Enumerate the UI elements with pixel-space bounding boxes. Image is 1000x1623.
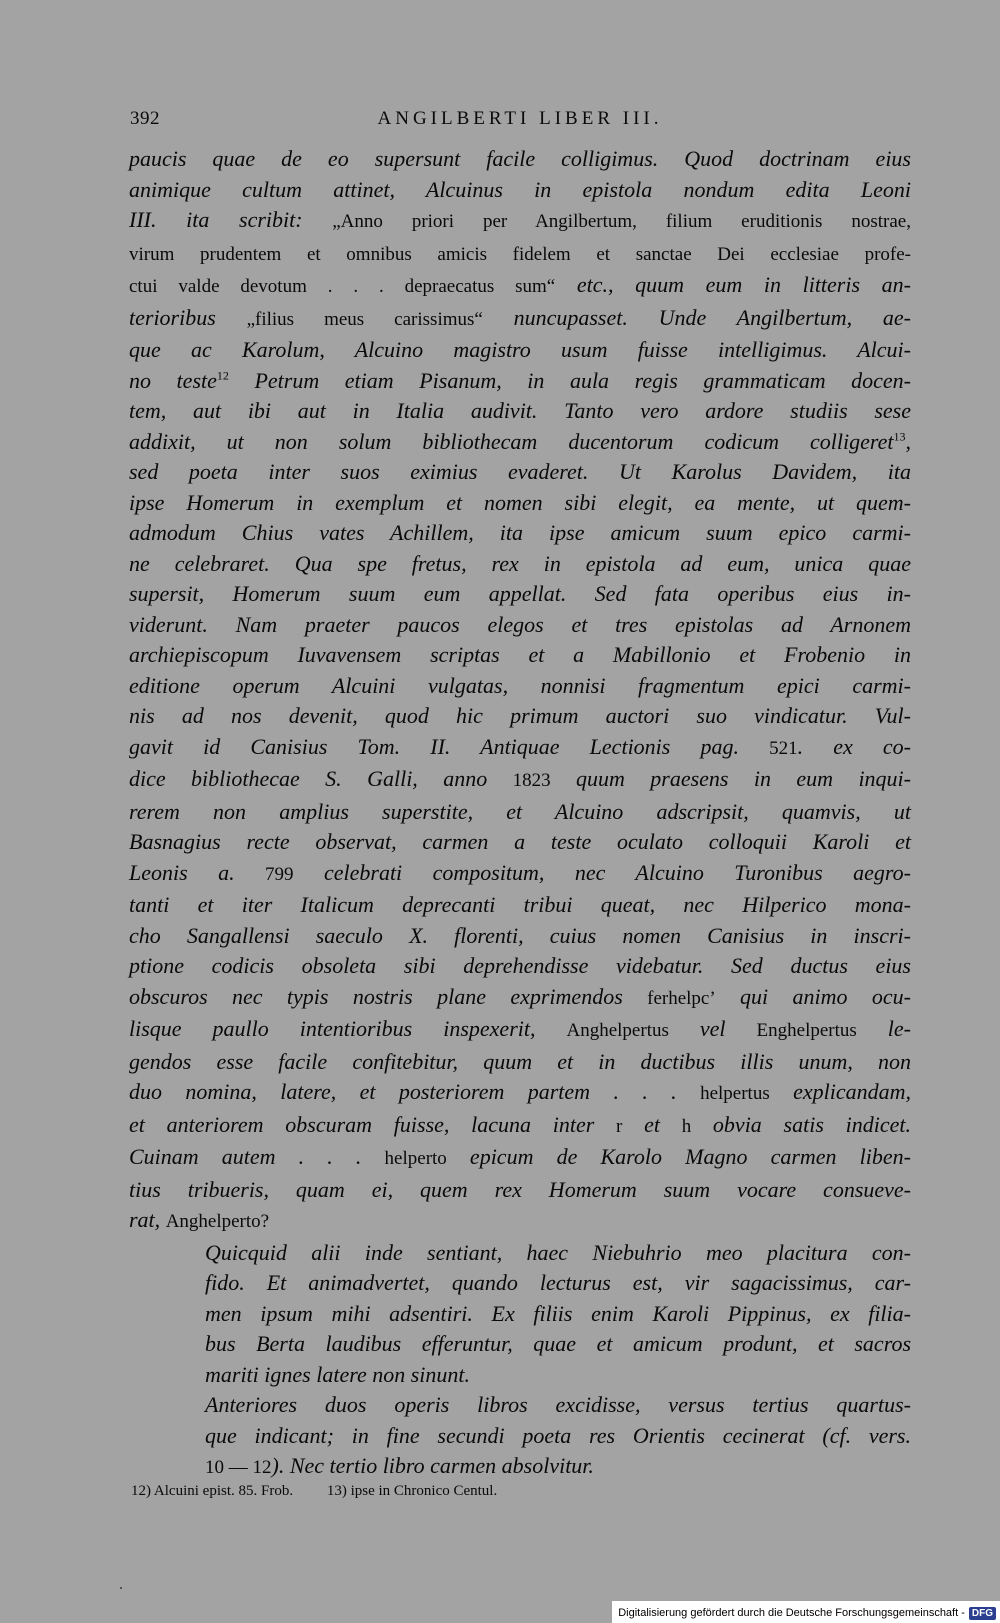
text-line: bus Berta laudibus efferuntur, quae et amicum produnt, et sacros	[205, 1331, 911, 1356]
text-line: lisque paullo intentioribus inspexerit, Anghelpertus vel Enghelpertus le-	[129, 1016, 912, 1041]
footnote-12: 12) Alcuini epist. 85. Frob.	[131, 1483, 294, 1499]
upright-text: Anghelpertus	[566, 1020, 669, 1041]
upright-text: ctui valde devotum . . . depraecatus sum“	[129, 276, 556, 297]
page-number: 392	[130, 108, 160, 129]
text-line: obscuros nec typis nostris plane exprimendos ferhelpc’ qui animo ocu-	[129, 983, 911, 1009]
text-line: rerem non amplius superstite, et Alcuino adscripsit, quamvis, ut	[129, 798, 911, 824]
text-line: fido. Et animadvertet, quando lecturus est, vir sagacissimus, car-	[205, 1270, 911, 1295]
footnotes	[131, 1483, 911, 1500]
text-line: duo nomina, latere, et posteriorem partem . . . helpertus explicandam,	[129, 1079, 911, 1104]
text-line: terioribus „filius meus carissimus“ nuncupasset. Unde Angilbertum, ae-	[129, 304, 911, 330]
text-line: cho Sangallensi saeculo X. florenti, cuius nomen Canisius in inscri-	[129, 922, 911, 948]
body-text	[129, 144, 911, 1484]
text-line: supersit, Homerum suum eum appellat. Sed fata operibus eius in-	[129, 581, 911, 606]
text-line: no teste$^{12}$ Petrum etiam Pisanum, in aula regis grammaticam docen-	[129, 367, 911, 393]
upright-text: helperto	[384, 1148, 447, 1169]
footnote-ref: 12	[216, 368, 229, 383]
text-line: gendos esse facile confitebitur, quum et in ductibus illis unum, non	[129, 1048, 911, 1074]
footnote-ref: 13	[893, 429, 906, 444]
text-line: rat, Anghelperto?	[129, 1207, 270, 1232]
upright-text: 521	[769, 737, 798, 759]
text-line: Anteriores duos operis libros excidisse, versus tertius quartus-	[205, 1392, 911, 1417]
text-line: Leonis a. 799 celebrati compositum, nec Alcuino Turonibus aegro-	[129, 859, 911, 885]
text-line: nis ad nos devenit, quod hic primum auctori suo vindicatur. Vul-	[129, 703, 911, 728]
upright-text: 1823	[512, 770, 551, 791]
credit-text: Digitalisierung gefördert durch die Deutsche Forschungsgemeinschaft -	[618, 1607, 965, 1619]
text-line: 10 — 12). Nec tertio libro carmen absolvitur.	[205, 1453, 594, 1478]
text-line: et anteriorem obscuram fuisse, lacuna inter r et h obvia satis indicet.	[129, 1111, 911, 1137]
text-line: men ipsum mihi adsentiri. Ex filiis enim Karoli Pippinus, ex filia-	[205, 1300, 911, 1326]
text-line: III. ita scribit: „Anno priori per Angilbertum, filium eruditionis nostrae,	[129, 207, 911, 232]
text-line: admodum Chius vates Achillem, ita ipse amicum suum epico carmi-	[129, 520, 911, 545]
text-line: Cuinam autem . . . helperto epicum de Karolo Magno carmen liben-	[129, 1144, 911, 1169]
text-line: que indicant; in fine secundi poeta res Orientis cecinerat (cf. vers.	[205, 1422, 911, 1448]
text-line: tius tribueris, quam ei, quem rex Homerum suum vocare consueve-	[129, 1176, 911, 1202]
text-line	[129, 238, 911, 271]
text-line: sed poeta inter suos eximius evaderet. Ut Karolus Davidem, ita	[129, 459, 911, 484]
text-line: archiepiscopum Iuvavensem scriptas et a Mabillonio et Frobenio in	[129, 642, 911, 667]
text-line: dice bibliothecae S. Galli, anno 1823 quum praesens in eum inqui-	[129, 766, 911, 791]
text-line: tanti et iter Italicum deprecanti tribui queat, nec Hilperico mona-	[129, 892, 911, 917]
page-header	[130, 108, 910, 132]
text-line: animique cultum attinet, Alcuinus in epistola nondum edita Leoni	[129, 176, 911, 202]
text-line: ptione codicis obsoleta sibi deprehendisse videbatur. Sed ductus eius	[129, 953, 911, 978]
text-line: que ac Karolum, Alcuino magistro usum fuisse intelligimus. Alcui-	[129, 337, 911, 362]
digitization-credit	[612, 1601, 1000, 1623]
upright-text: Anghelperto?	[165, 1211, 270, 1232]
upright-text: „Anno priori per Angilbertum, filium eruditionis nostrae,	[332, 211, 911, 232]
upright-text: „filius meus carissimus“	[246, 308, 483, 330]
paragraph	[129, 1238, 911, 1391]
text-line: Basnagius recte observat, carmen a teste oculato colloquii Karoli et	[129, 829, 911, 854]
scan-speck	[120, 1587, 122, 1589]
upright-text: Enghelpertus	[756, 1020, 857, 1041]
text-line: ctui valde devotum . . . depraecatus sum“ etc., quum eum in litteris an-	[129, 272, 911, 297]
running-title: ANGILBERTI LIBER III.	[377, 108, 663, 129]
text-line: tem, aut ibi aut in Italia audivit. Tanto vero ardore studiis sese	[129, 398, 911, 423]
text-line: ne celebraret. Qua spe fretus, rex in epistola ad eum, unica quae	[129, 550, 911, 576]
upright-text: helpertus	[700, 1083, 770, 1104]
paragraph	[129, 144, 911, 1238]
upright-text: 10 — 12	[205, 1457, 272, 1478]
text-line: viderunt. Nam praeter paucos elegos et tres epistolas ad Arnonem	[129, 611, 911, 637]
upright-text: virum prudentem et omnibus amicis fidelem et sanctae Dei ecclesiae profe-	[129, 243, 911, 265]
upright-text: r	[616, 1115, 623, 1137]
upright-text: 799	[265, 863, 294, 885]
upright-text: ferhelpc’	[647, 987, 716, 1009]
text-line: Quicquid alii inde sentiant, haec Niebuhrio meo placitura con-	[205, 1239, 911, 1265]
paragraph	[129, 1390, 911, 1484]
text-line: mariti ignes latere non sinunt.	[205, 1361, 471, 1387]
upright-text: h	[681, 1115, 692, 1137]
dfg-logo: DFG	[969, 1607, 996, 1620]
text-line: gavit id Canisius Tom. II. Antiquae Lectionis pag. 521. ex co-	[129, 733, 912, 759]
text-line: paucis quae de eo supersunt facile colligimus. Quod doctrinam eius	[129, 146, 911, 171]
text-line: ipse Homerum in exemplum et nomen sibi elegit, ea mente, ut quem-	[129, 489, 911, 515]
text-line: addixit, ut non solum bibliothecam ducentorum codicum colligeret$^{13}$,	[129, 428, 911, 454]
text-line: editione operum Alcuini vulgatas, nonnisi fragmentum epici carmi-	[129, 672, 911, 698]
footnote-13: 13) ipse in Chronico Centul.	[326, 1483, 498, 1499]
